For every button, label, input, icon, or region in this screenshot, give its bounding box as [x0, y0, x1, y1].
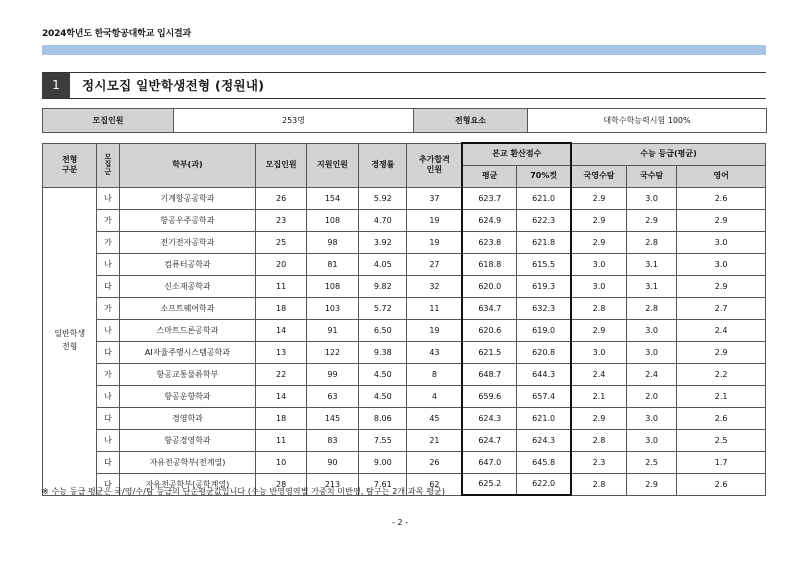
- department-cell: 항공경영학과: [119, 429, 256, 451]
- extra-admits-cell: 21: [407, 429, 462, 451]
- competition-cell: 9.00: [359, 451, 407, 473]
- quota-cell: 11: [256, 275, 306, 297]
- kmt-grade-cell: 2.4: [626, 363, 676, 385]
- header-cut70: 70%컷: [517, 165, 571, 187]
- cut70-score-cell: 622.3: [517, 209, 571, 231]
- group-cell: 가: [97, 363, 119, 385]
- group-cell: 나: [97, 429, 119, 451]
- department-cell: 컴퓨터공학과: [119, 253, 256, 275]
- extra-admits-cell: 43: [407, 341, 462, 363]
- header-score-group: 본교 환산점수: [462, 143, 571, 165]
- applicants-cell: 99: [306, 363, 358, 385]
- average-score-cell: 623.8: [462, 231, 516, 253]
- table-row: [43, 451, 766, 473]
- page-number: - 2 -: [392, 518, 408, 527]
- table-row: [43, 341, 766, 363]
- header-type: 전형 구분: [43, 143, 97, 187]
- cut70-score-cell: 621.0: [517, 407, 571, 429]
- competition-cell: 4.05: [359, 253, 407, 275]
- table-row: [43, 187, 766, 209]
- applicants-cell: 83: [306, 429, 358, 451]
- header-department: 학부(과): [119, 143, 256, 187]
- department-cell: 스마트드론공학과: [119, 319, 256, 341]
- competition-cell: 5.92: [359, 187, 407, 209]
- quota-cell: 10: [256, 451, 306, 473]
- competition-cell: 7.61: [359, 473, 407, 495]
- group-cell: 가: [97, 231, 119, 253]
- english-grade-cell: 2.6: [677, 187, 766, 209]
- english-grade-cell: 2.2: [677, 363, 766, 385]
- kmt-grade-cell: 2.5: [626, 451, 676, 473]
- table-row: [43, 253, 766, 275]
- extra-admits-cell: 19: [407, 209, 462, 231]
- header-competition: 경쟁률: [359, 143, 407, 187]
- group-cell: 다: [97, 275, 119, 297]
- kem-grade-cell: 2.1: [571, 385, 626, 407]
- extra-admits-cell: 62: [407, 473, 462, 495]
- applicants-cell: 90: [306, 451, 358, 473]
- group-cell: 가: [97, 297, 119, 319]
- competition-cell: 4.70: [359, 209, 407, 231]
- header-group: 모 집 군: [97, 143, 119, 187]
- kmt-grade-cell: 3.0: [626, 319, 676, 341]
- average-score-cell: 621.5: [462, 341, 516, 363]
- department-cell: 항공운항학과: [119, 385, 256, 407]
- cut70-score-cell: 620.8: [517, 341, 571, 363]
- kmt-grade-cell: 3.0: [626, 341, 676, 363]
- department-cell: 경영학과: [119, 407, 256, 429]
- department-cell: 소프트웨어학과: [119, 297, 256, 319]
- extra-admits-cell: 4: [407, 385, 462, 407]
- english-grade-cell: 2.1: [677, 385, 766, 407]
- english-grade-cell: 2.9: [677, 275, 766, 297]
- applicants-cell: 122: [306, 341, 358, 363]
- extra-admits-cell: 27: [407, 253, 462, 275]
- english-grade-cell: 2.9: [677, 209, 766, 231]
- header-grade-group: 수능 등급(평균): [571, 143, 765, 165]
- english-grade-cell: 2.6: [677, 473, 766, 495]
- header-extra-admits: 추가합격 인원: [407, 143, 462, 187]
- quota-cell: 20: [256, 253, 306, 275]
- quota-cell: 14: [256, 385, 306, 407]
- competition-cell: 8.06: [359, 407, 407, 429]
- applicants-cell: 145: [306, 407, 358, 429]
- average-score-cell: 634.7: [462, 297, 516, 319]
- group-cell: 다: [97, 341, 119, 363]
- competition-cell: 7.55: [359, 429, 407, 451]
- applicants-cell: 103: [306, 297, 358, 319]
- group-cell: 가: [97, 209, 119, 231]
- cut70-score-cell: 657.4: [517, 385, 571, 407]
- average-score-cell: 620.6: [462, 319, 516, 341]
- table-row: [43, 209, 766, 231]
- applicants-cell: 108: [306, 209, 358, 231]
- english-grade-cell: 3.0: [677, 253, 766, 275]
- average-score-cell: 624.7: [462, 429, 516, 451]
- competition-cell: 9.38: [359, 341, 407, 363]
- summary-table: [42, 108, 767, 133]
- competition-cell: 3.92: [359, 231, 407, 253]
- table-row: [43, 275, 766, 297]
- english-grade-cell: 2.6: [677, 407, 766, 429]
- kem-grade-cell: 2.3: [571, 451, 626, 473]
- header-kmt: 국수탐: [626, 165, 676, 187]
- english-grade-cell: 1.7: [677, 451, 766, 473]
- table-row: [43, 407, 766, 429]
- kmt-grade-cell: 3.0: [626, 187, 676, 209]
- applicants-cell: 81: [306, 253, 358, 275]
- group-cell: 다: [97, 407, 119, 429]
- competition-cell: 4.50: [359, 385, 407, 407]
- group-cell: 나: [97, 385, 119, 407]
- kem-grade-cell: 2.8: [571, 429, 626, 451]
- kmt-grade-cell: 2.9: [626, 209, 676, 231]
- kem-grade-cell: 2.9: [571, 209, 626, 231]
- kmt-grade-cell: 2.8: [626, 231, 676, 253]
- cut70-score-cell: 644.3: [517, 363, 571, 385]
- quota-cell: 25: [256, 231, 306, 253]
- kmt-grade-cell: 2.9: [626, 473, 676, 495]
- table-row: [43, 231, 766, 253]
- competition-cell: 6.50: [359, 319, 407, 341]
- cut70-score-cell: 619.3: [517, 275, 571, 297]
- applicants-cell: 154: [306, 187, 358, 209]
- kem-grade-cell: 3.0: [571, 253, 626, 275]
- quota-cell: 22: [256, 363, 306, 385]
- kmt-grade-cell: 3.0: [626, 429, 676, 451]
- table-row: [43, 319, 766, 341]
- quota-value: 253명: [174, 109, 414, 133]
- extra-admits-cell: 19: [407, 319, 462, 341]
- quota-cell: 26: [256, 187, 306, 209]
- english-grade-cell: 3.0: [677, 231, 766, 253]
- average-score-cell: 648.7: [462, 363, 516, 385]
- cut70-score-cell: 622.0: [517, 473, 571, 495]
- cut70-score-cell: 632.3: [517, 297, 571, 319]
- department-cell: 신소재공학과: [119, 275, 256, 297]
- header-applicants: 지원인원: [306, 143, 358, 187]
- average-score-cell: 625.2: [462, 473, 516, 495]
- kem-grade-cell: 3.0: [571, 341, 626, 363]
- department-cell: 전기전자공학과: [119, 231, 256, 253]
- kem-grade-cell: 2.9: [571, 319, 626, 341]
- english-grade-cell: 2.9: [677, 341, 766, 363]
- group-cell: 다: [97, 451, 119, 473]
- average-score-cell: 623.7: [462, 187, 516, 209]
- quota-cell: 18: [256, 297, 306, 319]
- extra-admits-cell: 45: [407, 407, 462, 429]
- group-cell: 나: [97, 319, 119, 341]
- table-row: [43, 429, 766, 451]
- cut70-score-cell: 621.0: [517, 187, 571, 209]
- header-kem: 국영수탐: [571, 165, 626, 187]
- competition-cell: 9.82: [359, 275, 407, 297]
- department-cell: AI자율주행시스템공학과: [119, 341, 256, 363]
- document-header: 2024학년도 한국항공대학교 입시결과: [42, 29, 192, 39]
- table-row: [43, 385, 766, 407]
- average-score-cell: 618.8: [462, 253, 516, 275]
- quota-cell: 11: [256, 429, 306, 451]
- quota-cell: 18: [256, 407, 306, 429]
- department-cell: 항공교통물류학부: [119, 363, 256, 385]
- average-score-cell: 659.6: [462, 385, 516, 407]
- competition-cell: 4.50: [359, 363, 407, 385]
- table-row: [43, 297, 766, 319]
- extra-admits-cell: 37: [407, 187, 462, 209]
- kem-grade-cell: 3.0: [571, 275, 626, 297]
- applicants-cell: 108: [306, 275, 358, 297]
- kmt-grade-cell: 2.8: [626, 297, 676, 319]
- kmt-grade-cell: 2.0: [626, 385, 676, 407]
- admission-type-cell: 일반학생 전형: [43, 187, 97, 495]
- department-cell: 자유전공학부(전계열): [119, 451, 256, 473]
- extra-admits-cell: 32: [407, 275, 462, 297]
- quota-cell: 14: [256, 319, 306, 341]
- group-cell: 나: [97, 253, 119, 275]
- admission-results-table: [42, 142, 766, 496]
- average-score-cell: 620.0: [462, 275, 516, 297]
- average-score-cell: 647.0: [462, 451, 516, 473]
- applicants-cell: 213: [306, 473, 358, 495]
- cut70-score-cell: 645.8: [517, 451, 571, 473]
- footnote: ※ 수능 등급 평균은 국/영/수/탐 등급의 단순평균값입니다 (수능 반영영역별 가중치 미반영, 탐구는 2개 과목 평균): [42, 487, 446, 496]
- applicants-cell: 63: [306, 385, 358, 407]
- kem-grade-cell: 2.9: [571, 187, 626, 209]
- header-divider-bar: [42, 45, 766, 55]
- header-english: 영어: [677, 165, 766, 187]
- table-row: [43, 363, 766, 385]
- element-label: 전형요소: [414, 109, 528, 133]
- department-cell: 항공우주공학과: [119, 209, 256, 231]
- kem-grade-cell: 2.9: [571, 231, 626, 253]
- quota-label: 모집인원: [43, 109, 174, 133]
- department-cell: 자유전공학부(공학계열): [119, 473, 256, 495]
- extra-admits-cell: 8: [407, 363, 462, 385]
- group-cell: 다: [97, 473, 119, 495]
- extra-admits-cell: 11: [407, 297, 462, 319]
- kem-grade-cell: 2.8: [571, 473, 626, 495]
- applicants-cell: 98: [306, 231, 358, 253]
- kmt-grade-cell: 3.1: [626, 275, 676, 297]
- quota-cell: 23: [256, 209, 306, 231]
- header-quota: 모집인원: [256, 143, 306, 187]
- quota-cell: 13: [256, 341, 306, 363]
- english-grade-cell: 2.4: [677, 319, 766, 341]
- header-average: 평균: [462, 165, 516, 187]
- average-score-cell: 624.9: [462, 209, 516, 231]
- group-cell: 나: [97, 187, 119, 209]
- section-heading: [42, 72, 766, 99]
- kem-grade-cell: 2.8: [571, 297, 626, 319]
- extra-admits-cell: 19: [407, 231, 462, 253]
- english-grade-cell: 2.5: [677, 429, 766, 451]
- kem-grade-cell: 2.9: [571, 407, 626, 429]
- cut70-score-cell: 619.0: [517, 319, 571, 341]
- average-score-cell: 624.3: [462, 407, 516, 429]
- section-number: 1: [42, 73, 70, 98]
- kmt-grade-cell: 3.1: [626, 253, 676, 275]
- kmt-grade-cell: 3.0: [626, 407, 676, 429]
- applicants-cell: 91: [306, 319, 358, 341]
- english-grade-cell: 2.7: [677, 297, 766, 319]
- quota-cell: 28: [256, 473, 306, 495]
- section-title: 정시모집 일반학생전형 (정원내): [82, 78, 265, 93]
- cut70-score-cell: 621.8: [517, 231, 571, 253]
- kem-grade-cell: 2.4: [571, 363, 626, 385]
- department-cell: 기계항공공학과: [119, 187, 256, 209]
- cut70-score-cell: 624.3: [517, 429, 571, 451]
- extra-admits-cell: 26: [407, 451, 462, 473]
- competition-cell: 5.72: [359, 297, 407, 319]
- element-value: 대학수학능력시험 100%: [528, 109, 767, 133]
- cut70-score-cell: 615.5: [517, 253, 571, 275]
